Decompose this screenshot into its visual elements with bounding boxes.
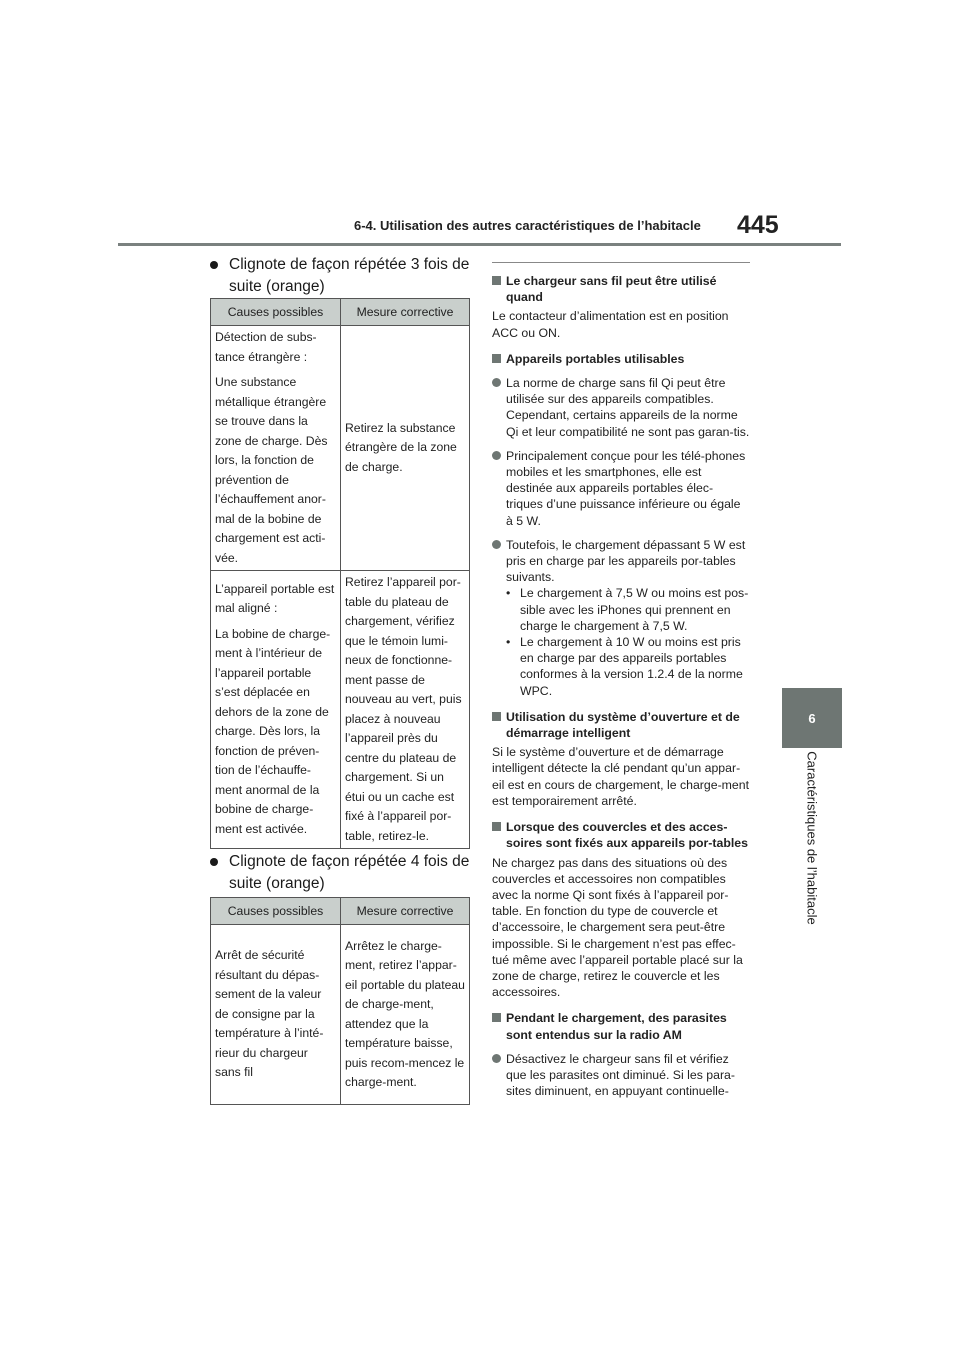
- square-bullet-icon: [492, 276, 501, 285]
- list-item: La norme de charge sans fil Qi peut être utilisée sur des appareils compatibles. Cependant, certains appareils de la norme Qi et leur compatibilité ne sont pas garan-tis.: [492, 375, 750, 440]
- square-bullet-icon: [492, 822, 501, 831]
- table-header-row: [211, 898, 470, 925]
- cause-title: L’appareil portable est mal aligné :: [215, 581, 335, 616]
- cause-cell: [211, 326, 341, 571]
- page-number: 445: [737, 211, 779, 239]
- chapter-tab: 6: [782, 688, 842, 748]
- remedy-cell: Retirez l’appareil por-table du plateau de chargement, vérifiez que le témoin lumi-neux de fonctionne-ment passe de nouveau au vert, puis placez à nouveau l’appareil près du centre du plateau de chargement. Si un étui ou un cache est fixé à l’appareil por-table, retirez-le.: [341, 571, 470, 849]
- section-smart-key: Utilisation du système d’ouverture et de démarrage intelligent: [492, 709, 750, 741]
- sub-list-item: • Le chargement à 7,5 W ou moins est pos-sible avec les iPhones qui prennent en charge le chargement à 7,5 W.: [506, 586, 749, 633]
- square-bullet-icon: [492, 712, 501, 721]
- cause-cell: Arrêt de sécurité résultant du dépas-sement de la valeur de consigne par la température à l’inté-rieur du chargeur sans fil: [211, 925, 341, 1105]
- header-divider: [118, 243, 841, 246]
- sub-bullet-marker: •: [506, 635, 511, 650]
- section-am-radio-noise: Pendant le chargement, des parasites sont entendus sur la radio AM: [492, 1010, 750, 1042]
- circle-bullet-icon: [492, 378, 501, 387]
- causes-table-3-blinks: [210, 298, 470, 849]
- column-header-causes: Causes possibles: [211, 898, 341, 925]
- list-item: Principalement conçue pour les télé-phones mobiles et les smartphones, elle est destinée aux appareils portables élec-triques d’une puissance inférieure ou égale à 5 W.: [492, 448, 750, 529]
- right-column-rule: [492, 262, 750, 263]
- column-header-remedy: Mesure corrective: [341, 898, 470, 925]
- square-bullet-icon: [492, 354, 501, 363]
- table-row: [211, 326, 470, 571]
- causes-table-4-blinks: [210, 897, 470, 1105]
- list-item: Toutefois, le chargement dépassant 5 W est pris en charge par les appareils por-tables suivants.: [492, 537, 750, 586]
- cause-cell: [211, 571, 341, 849]
- cause-detail: Une substance métallique étrangère se trouve dans la zone de charge. Dès lors, la fonction de prévention de l’échauffement anor-mal de la bobine de chargement est acti-vée.: [215, 375, 328, 565]
- paragraph: Ne chargez pas dans des situations où des couvercles et accessoires non compatibles avec la norme Qi sont fixés à l’appareil por-table. En fonction du type de couvercle et d’accessoire, le chargement sera peut-être impossible. Si le chargement n’est pas effec-tué même avec l’appareil portable placé sur la zone de charge, retirez le couvercle et les accessoires.: [492, 855, 743, 1000]
- remedy-cell: Arrêtez le charge-ment, retirez l’appar-eil portable du plateau de charge-ment, attendez que la température baisse, puis recom-mencez le charge-ment.: [341, 925, 470, 1105]
- section-when-usable: Le chargeur sans fil peut être utilisé quand: [492, 273, 750, 305]
- cause-title: Détection de subs-tance étrangère :: [215, 330, 317, 364]
- paragraph: Si le système d’ouverture et de démarrage intelligent détecte la clé pendant qu’un appar-eil est en cours de chargement, le charge-ment est temporairement arrêté.: [492, 745, 750, 808]
- square-bullet-icon: [492, 1013, 501, 1022]
- blink-3-heading: Clignote de façon répétée 3 fois de suite (orange): [210, 254, 472, 298]
- table-row: [211, 925, 470, 1105]
- cause-detail: La bobine de charge-ment à l’intérieur de l’appareil portable s’est déplacée en dehors de la zone de charge. Dès lors, la fonction de préven-tion de l’échauffe-ment anormal de la bobine de charge-ment est activée.: [215, 626, 331, 836]
- remedy-cell: Retirez la substance étrangère de la zone de charge.: [341, 326, 470, 571]
- table-header-row: [211, 299, 470, 326]
- section-covers-accessories: Lorsque des couvercles et des acces-soires sont fixés aux appareils por-tables: [492, 819, 750, 851]
- bullet-dot-icon: [210, 858, 218, 866]
- table-row: [211, 571, 470, 849]
- chapter-side-label: Caractéristiques de l’habitacle: [804, 751, 820, 925]
- column-header-remedy: Mesure corrective: [341, 299, 470, 326]
- circle-bullet-icon: [492, 1054, 501, 1063]
- column-header-causes: Causes possibles: [211, 299, 341, 326]
- section-usable-devices: Appareils portables utilisables: [492, 351, 750, 367]
- circle-bullet-icon: [492, 540, 501, 549]
- sub-list-item: • Le chargement à 10 W ou moins est pris en charge par des appareils portables conformes à la version 1.2.4 de la norme WPC.: [506, 635, 743, 698]
- blink-4-heading: Clignote de façon répétée 4 fois de suite (orange): [210, 851, 472, 895]
- paragraph: Le contacteur d’alimentation est en position ACC ou ON.: [492, 309, 729, 340]
- bullet-dot-icon: [210, 261, 218, 269]
- circle-bullet-icon: [492, 451, 501, 460]
- right-column: [492, 262, 750, 1099]
- list-item: Désactivez le chargeur sans fil et vérifiez que les parasites ont diminué. Si les para-sites diminuent, en appuyant continuelle-: [492, 1051, 750, 1100]
- sub-bullet-marker: •: [506, 586, 511, 601]
- section-header-title: 6-4. Utilisation des autres caractéristiques de l’habitacle: [354, 218, 701, 233]
